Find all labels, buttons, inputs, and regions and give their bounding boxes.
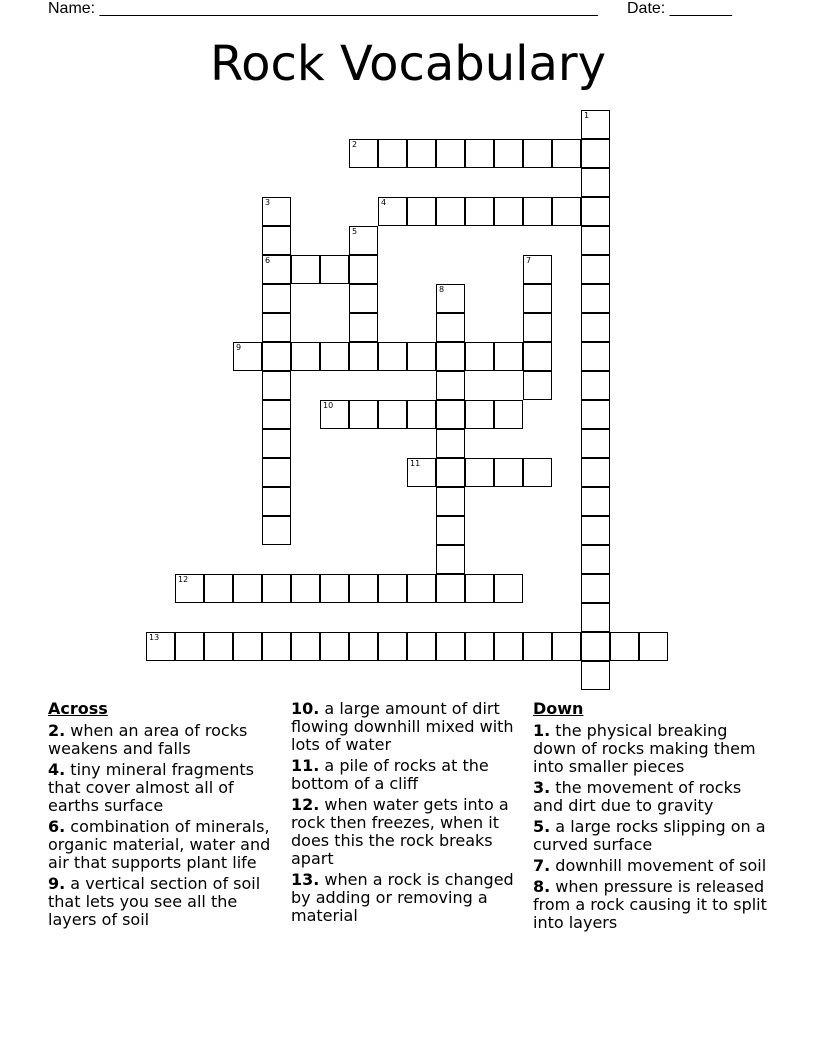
clue-down-8 bbox=[533, 878, 773, 932]
grid-cell[interactable] bbox=[233, 632, 262, 661]
grid-cell[interactable] bbox=[581, 139, 610, 168]
grid-cell[interactable] bbox=[523, 284, 552, 313]
grid-cell[interactable] bbox=[204, 632, 233, 661]
grid-cell[interactable] bbox=[436, 487, 465, 516]
clue-text: tiny mineral fragments that cover almost all of earths surface bbox=[48, 760, 254, 815]
grid-cell[interactable] bbox=[349, 284, 378, 313]
clue-text: combination of minerals, organic material, water and air that supports plant life bbox=[48, 817, 271, 872]
grid-cell[interactable] bbox=[349, 255, 378, 284]
clue-number: 2. bbox=[48, 721, 66, 740]
clue-down-3 bbox=[533, 779, 773, 815]
grid-cell[interactable] bbox=[320, 400, 349, 429]
grid-cell[interactable] bbox=[291, 574, 320, 603]
grid-cell[interactable] bbox=[581, 458, 610, 487]
grid-cell[interactable] bbox=[494, 197, 523, 226]
clue-across-9 bbox=[48, 875, 283, 929]
clue-number: 10. bbox=[291, 699, 320, 718]
grid-cell[interactable] bbox=[262, 429, 291, 458]
clue-number: 1. bbox=[533, 721, 551, 740]
grid-cell[interactable] bbox=[349, 139, 378, 168]
grid-cell[interactable] bbox=[378, 632, 407, 661]
grid-cell[interactable] bbox=[407, 197, 436, 226]
across-clues-column-1 bbox=[48, 700, 283, 932]
grid-cell[interactable] bbox=[581, 197, 610, 226]
grid-cell[interactable] bbox=[581, 400, 610, 429]
clue-text: a vertical section of soil that lets you see all the layers of soil bbox=[48, 874, 261, 929]
grid-cell[interactable] bbox=[581, 226, 610, 255]
clue-text: the physical breaking down of rocks making them into smaller pieces bbox=[533, 721, 756, 776]
clue-across-12 bbox=[291, 796, 527, 868]
grid-cell[interactable] bbox=[523, 458, 552, 487]
grid-cell[interactable] bbox=[378, 342, 407, 371]
grid-cell[interactable] bbox=[349, 400, 378, 429]
grid-cell[interactable] bbox=[494, 139, 523, 168]
grid-cell[interactable] bbox=[581, 603, 610, 632]
clue-number: 11. bbox=[291, 756, 320, 775]
clue-text: when pressure is released from a rock causing it to split into layers bbox=[533, 877, 767, 932]
grid-cell[interactable] bbox=[581, 371, 610, 400]
clue-number: 9. bbox=[48, 874, 66, 893]
grid-cell[interactable] bbox=[436, 516, 465, 545]
grid-cell[interactable] bbox=[349, 226, 378, 255]
grid-cell[interactable] bbox=[378, 400, 407, 429]
clue-number-label: 1 bbox=[584, 111, 590, 120]
grid-cell[interactable] bbox=[320, 342, 349, 371]
clue-across-10 bbox=[291, 700, 527, 754]
grid-cell[interactable] bbox=[262, 458, 291, 487]
grid-cell[interactable] bbox=[262, 371, 291, 400]
grid-cell[interactable] bbox=[581, 255, 610, 284]
grid-cell[interactable] bbox=[523, 313, 552, 342]
clue-number-label: 8 bbox=[439, 285, 445, 294]
grid-cell[interactable] bbox=[494, 574, 523, 603]
grid-cell[interactable] bbox=[262, 632, 291, 661]
grid-cell[interactable] bbox=[581, 545, 610, 574]
clue-down-1 bbox=[533, 722, 773, 776]
grid-cell[interactable] bbox=[581, 574, 610, 603]
grid-cell[interactable] bbox=[262, 574, 291, 603]
grid-cell[interactable] bbox=[523, 197, 552, 226]
grid-cell[interactable] bbox=[407, 342, 436, 371]
grid-cell[interactable] bbox=[262, 400, 291, 429]
clue-number: 4. bbox=[48, 760, 66, 779]
grid-cell[interactable] bbox=[494, 458, 523, 487]
clue-number-label: 9 bbox=[236, 343, 242, 352]
grid-cell[interactable] bbox=[581, 661, 610, 690]
clue-number: 12. bbox=[291, 795, 320, 814]
grid-cell[interactable] bbox=[465, 342, 494, 371]
grid-cell[interactable] bbox=[523, 632, 552, 661]
grid-cell[interactable] bbox=[610, 632, 639, 661]
clue-number: 5. bbox=[533, 817, 551, 836]
grid-cell[interactable] bbox=[523, 342, 552, 371]
across-clues-column-2 bbox=[291, 700, 527, 928]
grid-cell[interactable] bbox=[494, 632, 523, 661]
clue-number-label: 3 bbox=[265, 198, 271, 207]
grid-cell[interactable] bbox=[320, 632, 349, 661]
grid-cell[interactable] bbox=[465, 139, 494, 168]
grid-cell[interactable] bbox=[262, 255, 291, 284]
grid-cell[interactable] bbox=[465, 197, 494, 226]
grid-cell[interactable] bbox=[436, 371, 465, 400]
grid-cell[interactable] bbox=[407, 400, 436, 429]
grid-cell[interactable] bbox=[523, 139, 552, 168]
down-clues-column bbox=[533, 700, 773, 935]
grid-cell[interactable] bbox=[233, 574, 262, 603]
clue-number: 8. bbox=[533, 877, 551, 896]
clue-down-5 bbox=[533, 818, 773, 854]
clue-across-13 bbox=[291, 871, 527, 925]
grid-cell[interactable] bbox=[523, 255, 552, 284]
grid-cell[interactable] bbox=[465, 574, 494, 603]
name-field-line: Name: ________________________________________________________ bbox=[48, 0, 598, 17]
grid-cell[interactable] bbox=[436, 284, 465, 313]
grid-cell[interactable] bbox=[581, 313, 610, 342]
grid-cell[interactable] bbox=[581, 632, 610, 661]
grid-cell[interactable] bbox=[552, 632, 581, 661]
clue-number: 3. bbox=[533, 778, 551, 797]
clue-text: when water gets into a rock then freezes, when it does this the rock breaks apart bbox=[291, 795, 509, 868]
clue-across-4 bbox=[48, 761, 283, 815]
grid-cell[interactable] bbox=[349, 342, 378, 371]
grid-cell[interactable] bbox=[581, 516, 610, 545]
grid-cell[interactable] bbox=[494, 342, 523, 371]
grid-cell[interactable] bbox=[581, 429, 610, 458]
clue-across-6 bbox=[48, 818, 283, 872]
clue-number-label: 7 bbox=[526, 256, 532, 265]
clue-text: the movement of rocks and dirt due to gravity bbox=[533, 778, 742, 815]
grid-cell[interactable] bbox=[378, 139, 407, 168]
clue-number-label: 10 bbox=[323, 401, 334, 410]
grid-cell[interactable] bbox=[436, 197, 465, 226]
grid-cell[interactable] bbox=[523, 371, 552, 400]
grid-cell[interactable] bbox=[262, 197, 291, 226]
down-heading: Down bbox=[533, 699, 584, 718]
grid-cell[interactable] bbox=[436, 313, 465, 342]
grid-cell[interactable] bbox=[378, 197, 407, 226]
grid-cell[interactable] bbox=[262, 487, 291, 516]
clue-number-label: 2 bbox=[352, 140, 358, 149]
page-title: Rock Vocabulary bbox=[209, 36, 607, 92]
clue-across-11 bbox=[291, 757, 527, 793]
grid-cell[interactable] bbox=[407, 458, 436, 487]
grid-cell[interactable] bbox=[407, 139, 436, 168]
grid-cell[interactable] bbox=[407, 632, 436, 661]
grid-cell[interactable] bbox=[436, 400, 465, 429]
grid-cell[interactable] bbox=[233, 342, 262, 371]
clue-text: a large amount of dirt flowing downhill mixed with lots of water bbox=[291, 699, 514, 754]
clue-number-label: 12 bbox=[178, 575, 189, 584]
grid-cell[interactable] bbox=[320, 255, 349, 284]
grid-cell[interactable] bbox=[436, 632, 465, 661]
grid-cell[interactable] bbox=[581, 110, 610, 139]
clue-number-label: 6 bbox=[265, 256, 271, 265]
grid-cell[interactable] bbox=[349, 313, 378, 342]
grid-cell[interactable] bbox=[465, 458, 494, 487]
grid-cell[interactable] bbox=[436, 458, 465, 487]
clue-number-label: 11 bbox=[410, 459, 421, 468]
grid-cell[interactable] bbox=[552, 139, 581, 168]
grid-cell[interactable] bbox=[436, 342, 465, 371]
clue-text: a pile of rocks at the bottom of a cliff bbox=[291, 756, 489, 793]
date-field-line: Date: _______ bbox=[627, 0, 732, 17]
grid-cell[interactable] bbox=[436, 545, 465, 574]
grid-cell[interactable] bbox=[581, 168, 610, 197]
clue-number: 7. bbox=[533, 856, 551, 875]
clue-number: 13. bbox=[291, 870, 320, 889]
grid-cell[interactable] bbox=[436, 574, 465, 603]
grid-cell[interactable] bbox=[465, 400, 494, 429]
grid-cell[interactable] bbox=[581, 342, 610, 371]
grid-cell[interactable] bbox=[291, 632, 320, 661]
grid-cell[interactable] bbox=[262, 313, 291, 342]
grid-cell[interactable] bbox=[146, 632, 175, 661]
grid-cell[interactable] bbox=[175, 574, 204, 603]
clue-text: when an area of rocks weakens and falls bbox=[48, 721, 248, 758]
clue-number-label: 5 bbox=[352, 227, 358, 236]
clue-number-label: 4 bbox=[381, 198, 387, 207]
grid-cell[interactable] bbox=[320, 574, 349, 603]
grid-cell[interactable] bbox=[349, 574, 378, 603]
clue-number: 6. bbox=[48, 817, 66, 836]
grid-cell[interactable] bbox=[465, 632, 494, 661]
grid-cell[interactable] bbox=[581, 487, 610, 516]
grid-cell[interactable] bbox=[378, 574, 407, 603]
grid-cell[interactable] bbox=[291, 255, 320, 284]
grid-cell[interactable] bbox=[581, 284, 610, 313]
grid-cell[interactable] bbox=[407, 574, 436, 603]
grid-cell[interactable] bbox=[639, 632, 668, 661]
clue-across-2 bbox=[48, 722, 283, 758]
clue-number-label: 13 bbox=[149, 633, 160, 642]
clue-text: a large rocks slipping on a curved surface bbox=[533, 817, 766, 854]
grid-cell[interactable] bbox=[262, 284, 291, 313]
grid-cell[interactable] bbox=[204, 574, 233, 603]
across-heading: Across bbox=[48, 699, 108, 718]
grid-cell[interactable] bbox=[262, 516, 291, 545]
grid-cell[interactable] bbox=[552, 197, 581, 226]
grid-cell[interactable] bbox=[175, 632, 204, 661]
clue-down-7 bbox=[533, 857, 773, 875]
grid-cell[interactable] bbox=[291, 342, 320, 371]
grid-cell[interactable] bbox=[494, 400, 523, 429]
grid-cell[interactable] bbox=[349, 632, 378, 661]
grid-cell[interactable] bbox=[436, 139, 465, 168]
clue-text: when a rock is changed by adding or removing a material bbox=[291, 870, 514, 925]
grid-cell[interactable] bbox=[262, 226, 291, 255]
grid-cell[interactable] bbox=[262, 342, 291, 371]
clue-text: downhill movement of soil bbox=[550, 856, 767, 875]
grid-cell[interactable] bbox=[436, 429, 465, 458]
